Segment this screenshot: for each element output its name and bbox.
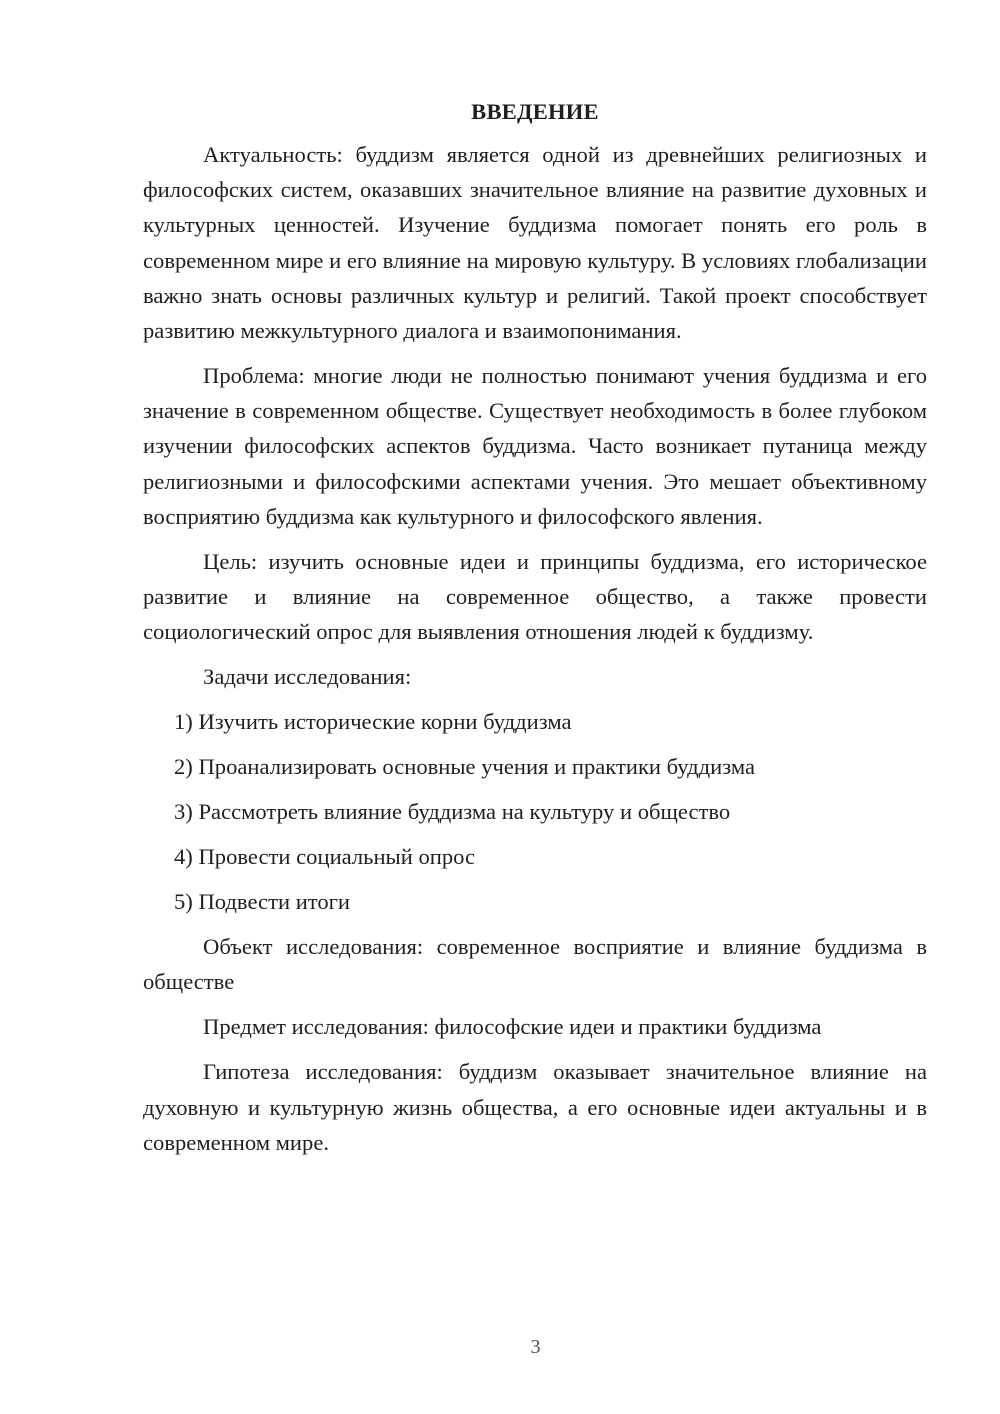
tasks-list [143,704,927,919]
paragraph-problem: Проблема: многие люди не полностью понимают учения буддизма и его значение в современном обществе. Существует необходимость в более глубоком изучении философских аспектов буддизма. Часто возникает путаница между религиозными и философскими аспектами учения. Это мешает объективному восприятию буддизма как культурного и философского явления. [143,363,927,529]
task-item: 3) Рассмотреть влияние буддизма на культуру и общество [174,799,731,825]
task-item: 2) Проанализировать основные учения и практики буддизма [174,754,756,780]
paragraph-object: Объект исследования: современное восприятие и влияние буддизма в обществе [143,934,927,995]
task-item: 1) Изучить исторические корни буддизма [174,709,572,735]
paragraph-subject: Предмет исследования: философские идеи и практики буддизма [203,1014,822,1040]
page-number: 3 [530,1336,541,1358]
tasks-heading: Задачи исследования: [203,664,412,690]
page-title: ВВЕДЕНИЕ [471,99,599,124]
paragraph-hypothesis: Гипотеза исследования: буддизм оказывает значительное влияние на духовную и культурную жизнь общества, а его основные идеи актуальны и в современном мире. [143,1059,927,1155]
page-content [143,95,927,1170]
task-item: 5) Подвести итоги [174,889,351,915]
task-item: 4) Провести социальный опрос [174,844,476,870]
paragraph-goal: Цель: изучить основные идеи и принципы буддизма, его историческое развитие и влияние на современное общество, а также провести социологический опрос для выявления отношения людей к буддизму. [143,548,927,645]
paragraph-relevance: Актуальность: буддизм является одной из древнейших религиозных и философских систем, оказавших значительное влияние на развитие духовных и культурных ценностей. Изучение буддизма помогает понять его роль в современном мире и его влияние на мировую культуру. В условиях глобализации важно знать основы различных культур и религий. Такой проект способствует развитию межкультурного диалога и взаимопонимания. [143,142,927,344]
